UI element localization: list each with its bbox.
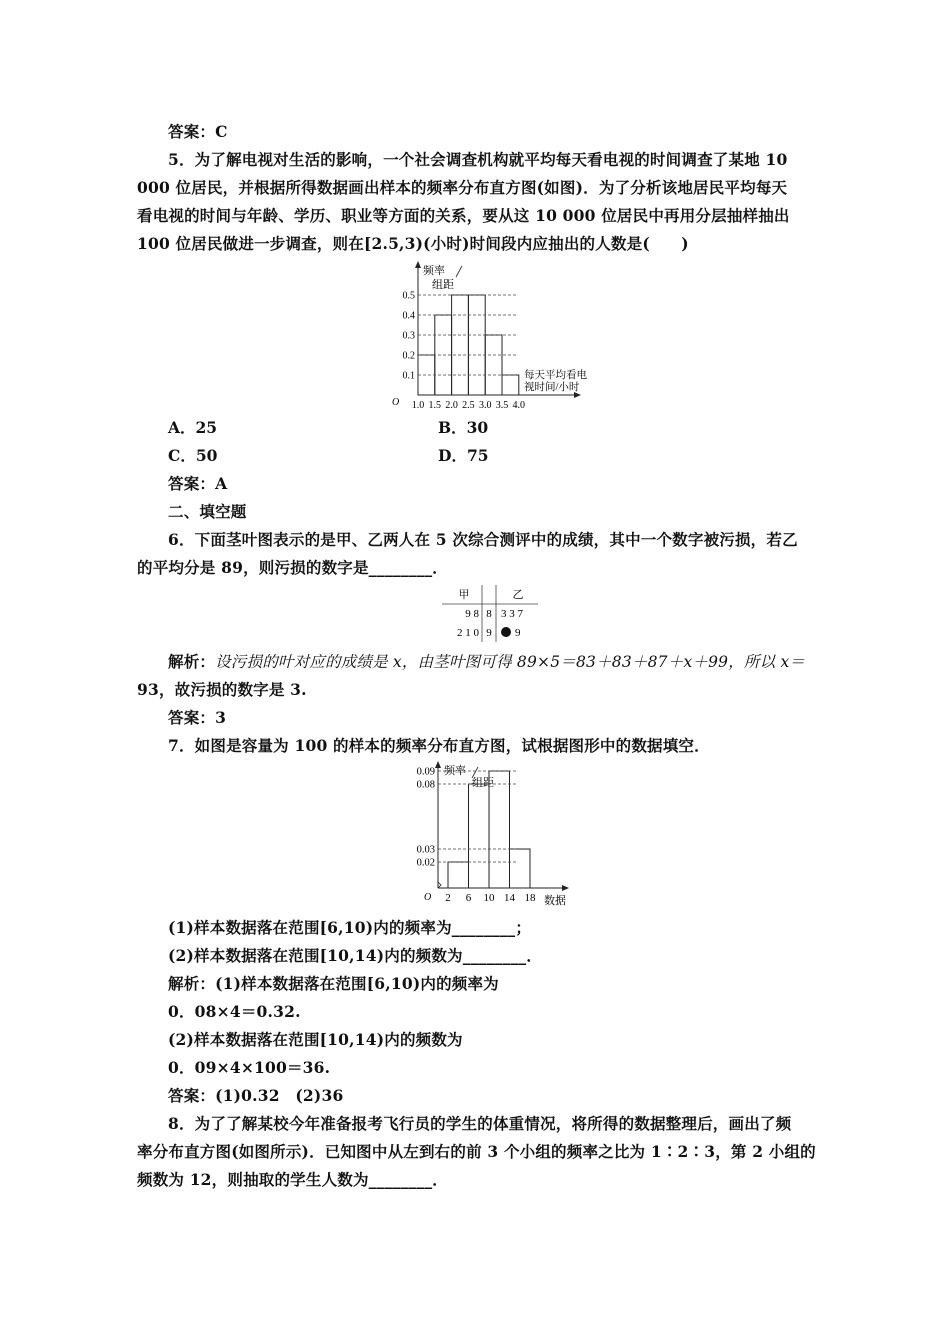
histogram-bar bbox=[452, 295, 469, 395]
smudge-dot-icon bbox=[501, 627, 511, 637]
x-tick-label: 1.5 bbox=[428, 400, 442, 411]
x-tick-label: 4.0 bbox=[512, 400, 526, 411]
y-label-bottom: 组距 bbox=[472, 777, 494, 789]
q6-text-line: 6．下面茎叶图表示的是甲、乙两人在 5 次综合测评中的成绩，其中一个数字被污损，若乙 bbox=[168, 530, 798, 549]
y-tick-label: 0.5 bbox=[402, 290, 415, 302]
histogram-bar bbox=[485, 335, 502, 395]
q7-text-line: 7．如图是容量为 100 的样本的频率分布直方图，试根据图形中的数据填空． bbox=[168, 736, 710, 755]
stem-header-yi: 乙 bbox=[512, 589, 524, 601]
stem-leaf-plot bbox=[440, 582, 540, 644]
q6-answer: 答案：3 bbox=[168, 708, 227, 727]
q7-solution-line: (2)样本数据落在范围[10,14)内的频数为 bbox=[168, 1030, 463, 1049]
histogram-bar bbox=[510, 849, 531, 888]
q7-part2: (2)样本数据落在范围[10,14)内的频数为________． bbox=[168, 946, 543, 965]
stem-row2-right: 9 bbox=[515, 627, 521, 639]
x-label-line2: 视时间/小时 bbox=[524, 382, 580, 393]
histogram-bar bbox=[502, 375, 519, 395]
x-tick-label: 10 bbox=[483, 892, 495, 904]
y-label-bottom: 组距 bbox=[432, 279, 454, 291]
y-axis-arrow-icon bbox=[415, 261, 421, 268]
y-tick-label: 0.4 bbox=[402, 310, 415, 322]
q5-text-line: 5．为了解电视对生活的影响，一个社会调查机构就平均每天看电视的时间调查了某地 10 bbox=[168, 150, 788, 169]
stem-row2-left: 2 1 0 bbox=[457, 627, 479, 639]
histogram-bar bbox=[468, 295, 485, 395]
y-tick-label: 0.03 bbox=[416, 844, 435, 856]
histogram-bar bbox=[469, 784, 490, 888]
q6-solution-label: 解析： bbox=[168, 652, 216, 671]
y-label-top: 频率 bbox=[423, 265, 445, 277]
histogram-q7-plot bbox=[417, 761, 569, 907]
y-tick-label: 0.08 bbox=[416, 779, 435, 791]
q5-text-line: 看电视的时间与年龄、学历、职业等方面的关系，要从这 10 000 位居民中再用分层抽样抽出 bbox=[137, 206, 790, 225]
x-tick-label: 2 bbox=[445, 892, 451, 904]
histogram-q5-plot bbox=[392, 261, 587, 411]
option-b: B．30 bbox=[438, 418, 489, 437]
histogram-q7 bbox=[400, 760, 580, 912]
y-label-top: 频率 bbox=[444, 765, 466, 777]
y-tick-label: 0.3 bbox=[402, 330, 415, 342]
q6-solution-text: 设污损的叶对应的成绩是 x，由茎叶图可得 89×5＝83＋83＋87＋x＋99，所以 x＝ bbox=[215, 653, 806, 671]
x-tick-label: 6 bbox=[465, 892, 472, 904]
x-tick-label: 2.5 bbox=[462, 400, 475, 411]
q7-solution-line: 0．09×4×100＝36. bbox=[168, 1058, 331, 1077]
x-tick-label: 18 bbox=[524, 892, 536, 904]
y-tick-label: 0.1 bbox=[402, 370, 415, 382]
q6-solution-line bbox=[168, 648, 848, 676]
x-tick-label: 1.0 bbox=[411, 400, 425, 411]
stem-row1-left: 9 8 bbox=[465, 608, 479, 620]
q4-answer: 答案：C bbox=[168, 122, 228, 141]
q8-text-line: 8．为了了解某校今年准备报考飞行员的学生的体重情况，将所得的数据整理后，画出了频 bbox=[168, 1114, 792, 1133]
x-tick-label: 3.5 bbox=[495, 400, 509, 411]
histogram-q5 bbox=[370, 258, 620, 416]
q7-solution-line: 解析：(1)样本数据落在范围[6,10)内的频率为 bbox=[168, 974, 499, 993]
q5-text-line: 000 位居民，并根据所得数据画出样本的频率分布直方图(如图)．为了分析该地居民平均每天 bbox=[137, 178, 788, 197]
q6-solution-line: 93，故污损的数字是 3. bbox=[137, 680, 307, 699]
x-axis-arrow-icon bbox=[562, 885, 569, 891]
y-tick-label: 0.02 bbox=[416, 857, 435, 869]
q8-text-line: 率分布直方图(如图所示)．已知图中从左到右的前 3 个小组的频率之比为 1∶2∶3，第 2 小组的 bbox=[137, 1142, 816, 1161]
option-c: C．50 bbox=[168, 446, 218, 465]
x-tick-label: 2.0 bbox=[445, 400, 458, 411]
y-tick-label: 0.09 bbox=[416, 766, 435, 778]
x-label-line1: 每天平均看电 bbox=[524, 370, 587, 381]
q7-part1: (1)样本数据落在范围[6,10)内的频率为________； bbox=[168, 918, 532, 937]
y-tick-label: 0.2 bbox=[402, 350, 415, 362]
q6-text-line: 的平均分是 89，则污损的数字是________． bbox=[137, 558, 448, 577]
x-label: 数据 bbox=[544, 895, 566, 907]
stem-row1-stem: 8 bbox=[486, 608, 492, 620]
x-tick-label: 3.0 bbox=[478, 400, 492, 411]
q8-text-line: 频数为 12，则抽取的学生人数为________． bbox=[137, 1170, 448, 1189]
section-heading: 二、填空题 bbox=[168, 502, 247, 521]
option-a: A．25 bbox=[168, 418, 218, 437]
q5-text-line: 100 位居民做进一步调查，则在[2.5,3)(小时)时间段内应抽出的人数是( ) bbox=[137, 234, 689, 253]
x-tick-label: 14 bbox=[504, 892, 515, 904]
stem-row2-stem: 9 bbox=[486, 627, 492, 639]
origin-label: O bbox=[424, 892, 432, 903]
stem-row1-right: 3 3 7 bbox=[501, 608, 523, 620]
histogram-bar bbox=[448, 862, 469, 888]
origin-label: O bbox=[392, 397, 400, 408]
stem-header-jia: 甲 bbox=[458, 589, 470, 601]
q5-answer: 答案：A bbox=[168, 474, 228, 493]
q7-solution-line: 0．08×4＝0.32. bbox=[168, 1002, 301, 1021]
q7-answer: 答案：(1)0.32 (2)36 bbox=[168, 1086, 344, 1105]
y-axis-arrow-icon bbox=[435, 761, 441, 768]
option-d: D．75 bbox=[438, 446, 489, 465]
y-label-slash bbox=[456, 266, 462, 277]
